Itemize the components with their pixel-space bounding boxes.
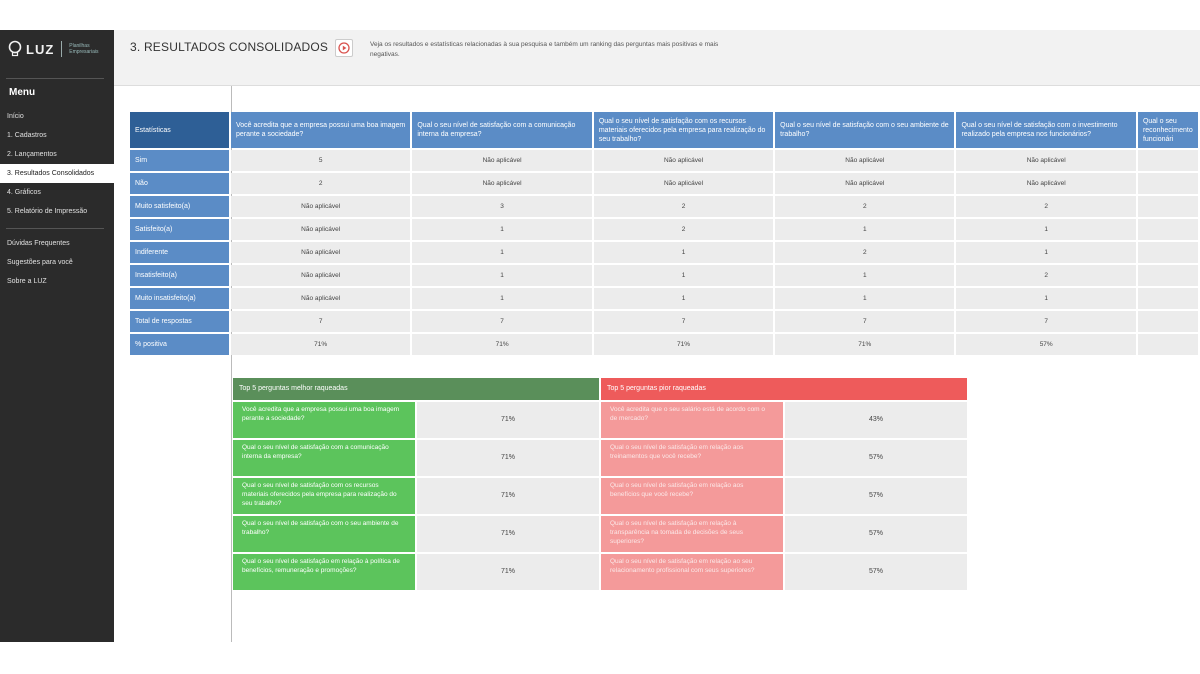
top5-worst-title: Top 5 perguntas pior raqueadas [601,378,967,400]
list-item [233,478,599,514]
table-cell: 1 [775,288,954,309]
list-item [601,554,967,590]
column-header: Qual o seu nível de satisfação com o investimento realizado pela empresa nos funcionários? [956,112,1136,148]
top5-value: 57% [785,478,967,514]
list-item [601,402,967,438]
table-row [130,311,1198,332]
menu-item-inicio[interactable]: Início [7,113,24,120]
top5-worst-table [601,378,967,590]
table-cell: 1 [412,265,591,286]
table-cell: 71% [231,334,410,355]
table-cell: 7 [775,311,954,332]
table-corner-header: Estatísticas [130,112,229,148]
table-cell [1138,242,1198,263]
list-item [233,440,599,476]
table-cell [1138,219,1198,240]
column-header: Qual o seu nível de satisfação com o seu ambiente de trabalho? [775,112,954,148]
table-row [130,334,1198,355]
table-cell: 2 [594,219,773,240]
menu-item-sugestoes[interactable]: Sugestões para você [7,259,73,266]
table-row [130,265,1198,286]
row-label: Sim [130,150,229,171]
column-header: Qual o seu reconhecimento funcionári [1138,112,1198,148]
table-cell [1138,173,1198,194]
menu-item-cadastros[interactable]: 1. Cadastros [7,132,47,139]
table-cell: Não aplicável [594,173,773,194]
table-cell: Não aplicável [231,242,410,263]
row-label: Indiferente [130,242,229,263]
row-label: Muito satisfeito(a) [130,196,229,217]
table-cell: 2 [956,265,1136,286]
logo-tagline: Planilhas Empresariais [69,43,99,55]
table-cell: 2 [775,242,954,263]
statistics-table [128,110,1200,357]
table-cell: Não aplicável [775,150,954,171]
table-cell: 7 [412,311,591,332]
table-cell [1138,311,1198,332]
table-cell: Não aplicável [412,150,591,171]
table-cell: 57% [956,334,1136,355]
top5-question: Qual o seu nível de satisfação com a comunicação interna da empresa? [233,440,415,476]
row-label: Total de respostas [130,311,229,332]
table-cell: 5 [231,150,410,171]
table-cell: 2 [231,173,410,194]
table-row [130,288,1198,309]
top5-value: 71% [417,402,599,438]
list-item [233,554,599,590]
table-cell: Não aplicável [775,173,954,194]
menu-item-graficos[interactable]: 4. Gráficos [7,189,41,196]
table-cell [1138,265,1198,286]
row-label: % positiva [130,334,229,355]
table-cell: 2 [594,196,773,217]
top5-value: 71% [417,516,599,552]
row-label: Não [130,173,229,194]
table-cell [1138,150,1198,171]
list-item [601,478,967,514]
table-cell: 1 [412,219,591,240]
table-cell: Não aplicável [231,265,410,286]
table-cell: 1 [594,242,773,263]
column-header: Você acredita que a empresa possui uma boa imagem perante a sociedade? [231,112,410,148]
top5-question: Você acredita que o seu salário está de acordo com o de mercado? [601,402,783,438]
table-cell: 71% [412,334,591,355]
top5-value: 57% [785,440,967,476]
page-description: Veja os resultados e estatísticas relacionadas à sua pesquisa e também um ranking das perguntas mais positivas e mais negativas. [370,41,719,58]
menu-item-resultados-consolidados[interactable]: 3. Resultados Consolidados [0,164,114,183]
table-cell: Não aplicável [231,288,410,309]
menu-title: Menu [9,87,36,98]
page-title: 3. RESULTADOS CONSOLIDADOS [130,40,329,54]
table-cell: Não aplicável [594,150,773,171]
top5-question: Qual o seu nível de satisfação em relação à transparência na tomada de decisões de seus superiores? [601,516,783,552]
menu-item-relatorio-impressao[interactable]: 5. Relatório de Impressão [7,208,88,215]
list-item [233,516,599,552]
menu-item-sobre-luz[interactable]: Sobre a LUZ [7,278,47,285]
table-cell: 1 [594,265,773,286]
table-row [130,196,1198,217]
top5-value: 71% [417,554,599,590]
table-cell: Não aplicável [412,173,591,194]
top5-question: Qual o seu nível de satisfação em relação aos treinamentos que você recebe? [601,440,783,476]
table-cell [1138,196,1198,217]
row-label: Insatisfeito(a) [130,265,229,286]
stats-viewport [0,30,1200,642]
top5-question: Você acredita que a empresa possui uma boa imagem perante a sociedade? [233,402,415,438]
table-row [130,173,1198,194]
top5-question: Qual o seu nível de satisfação em relação ao seu relacionamento profissional com seus superiores? [601,554,783,590]
table-cell: 1 [956,219,1136,240]
top5-best-title: Top 5 perguntas melhor raqueadas [233,378,599,400]
table-cell: 7 [956,311,1136,332]
table-cell: 7 [594,311,773,332]
table-cell [1138,288,1198,309]
table-cell: Não aplicável [231,196,410,217]
table-cell: 1 [956,242,1136,263]
table-cell: 1 [412,242,591,263]
list-item [601,516,967,552]
table-row [130,219,1198,240]
table-cell: 3 [412,196,591,217]
top5-value: 71% [417,478,599,514]
table-cell: 71% [775,334,954,355]
top5-value: 43% [785,402,967,438]
app-window [0,30,1200,642]
list-item [601,440,967,476]
table-cell: 1 [775,219,954,240]
top5-value: 71% [417,440,599,476]
table-cell: Não aplicável [956,173,1136,194]
column-header: Qual o seu nível de satisfação com os recursos materiais oferecidos pela empresa para realização do seu trabalho? [594,112,773,148]
top5-question: Qual o seu nível de satisfação em relação aos benefícios que você recebe? [601,478,783,514]
table-cell: 7 [231,311,410,332]
table-cell: 1 [775,265,954,286]
table-header-row [130,112,1198,148]
table-cell: 2 [956,196,1136,217]
menu-item-duvidas-frequentes[interactable]: Dúvidas Frequentes [7,240,70,247]
table-row [130,150,1198,171]
row-label: Satisfeito(a) [130,219,229,240]
table-cell [1138,334,1198,355]
top5-question: Qual o seu nível de satisfação em relação à política de benefícios, remuneração e promoções? [233,554,415,590]
table-cell: 1 [594,288,773,309]
table-cell: 1 [412,288,591,309]
column-header: Qual o seu nível de satisfação com a comunicação interna da empresa? [412,112,591,148]
top5-value: 57% [785,554,967,590]
table-cell: 2 [775,196,954,217]
top5-question: Qual o seu nível de satisfação com os recursos materiais oferecidos pela empresa para realização do seu trabalho? [233,478,415,514]
top5-question: Qual o seu nível de satisfação com o seu ambiente de trabalho? [233,516,415,552]
logo-brand: LUZ [26,41,55,57]
list-item [233,402,599,438]
menu-item-lancamentos[interactable]: 2. Lançamentos [7,151,57,158]
table-cell: 71% [594,334,773,355]
top5-best-table [233,378,599,590]
table-cell: 1 [956,288,1136,309]
row-label: Muito insatisfeito(a) [130,288,229,309]
table-cell: Não aplicável [231,219,410,240]
table-row [130,242,1198,263]
table-cell: Não aplicável [956,150,1136,171]
top5-value: 57% [785,516,967,552]
